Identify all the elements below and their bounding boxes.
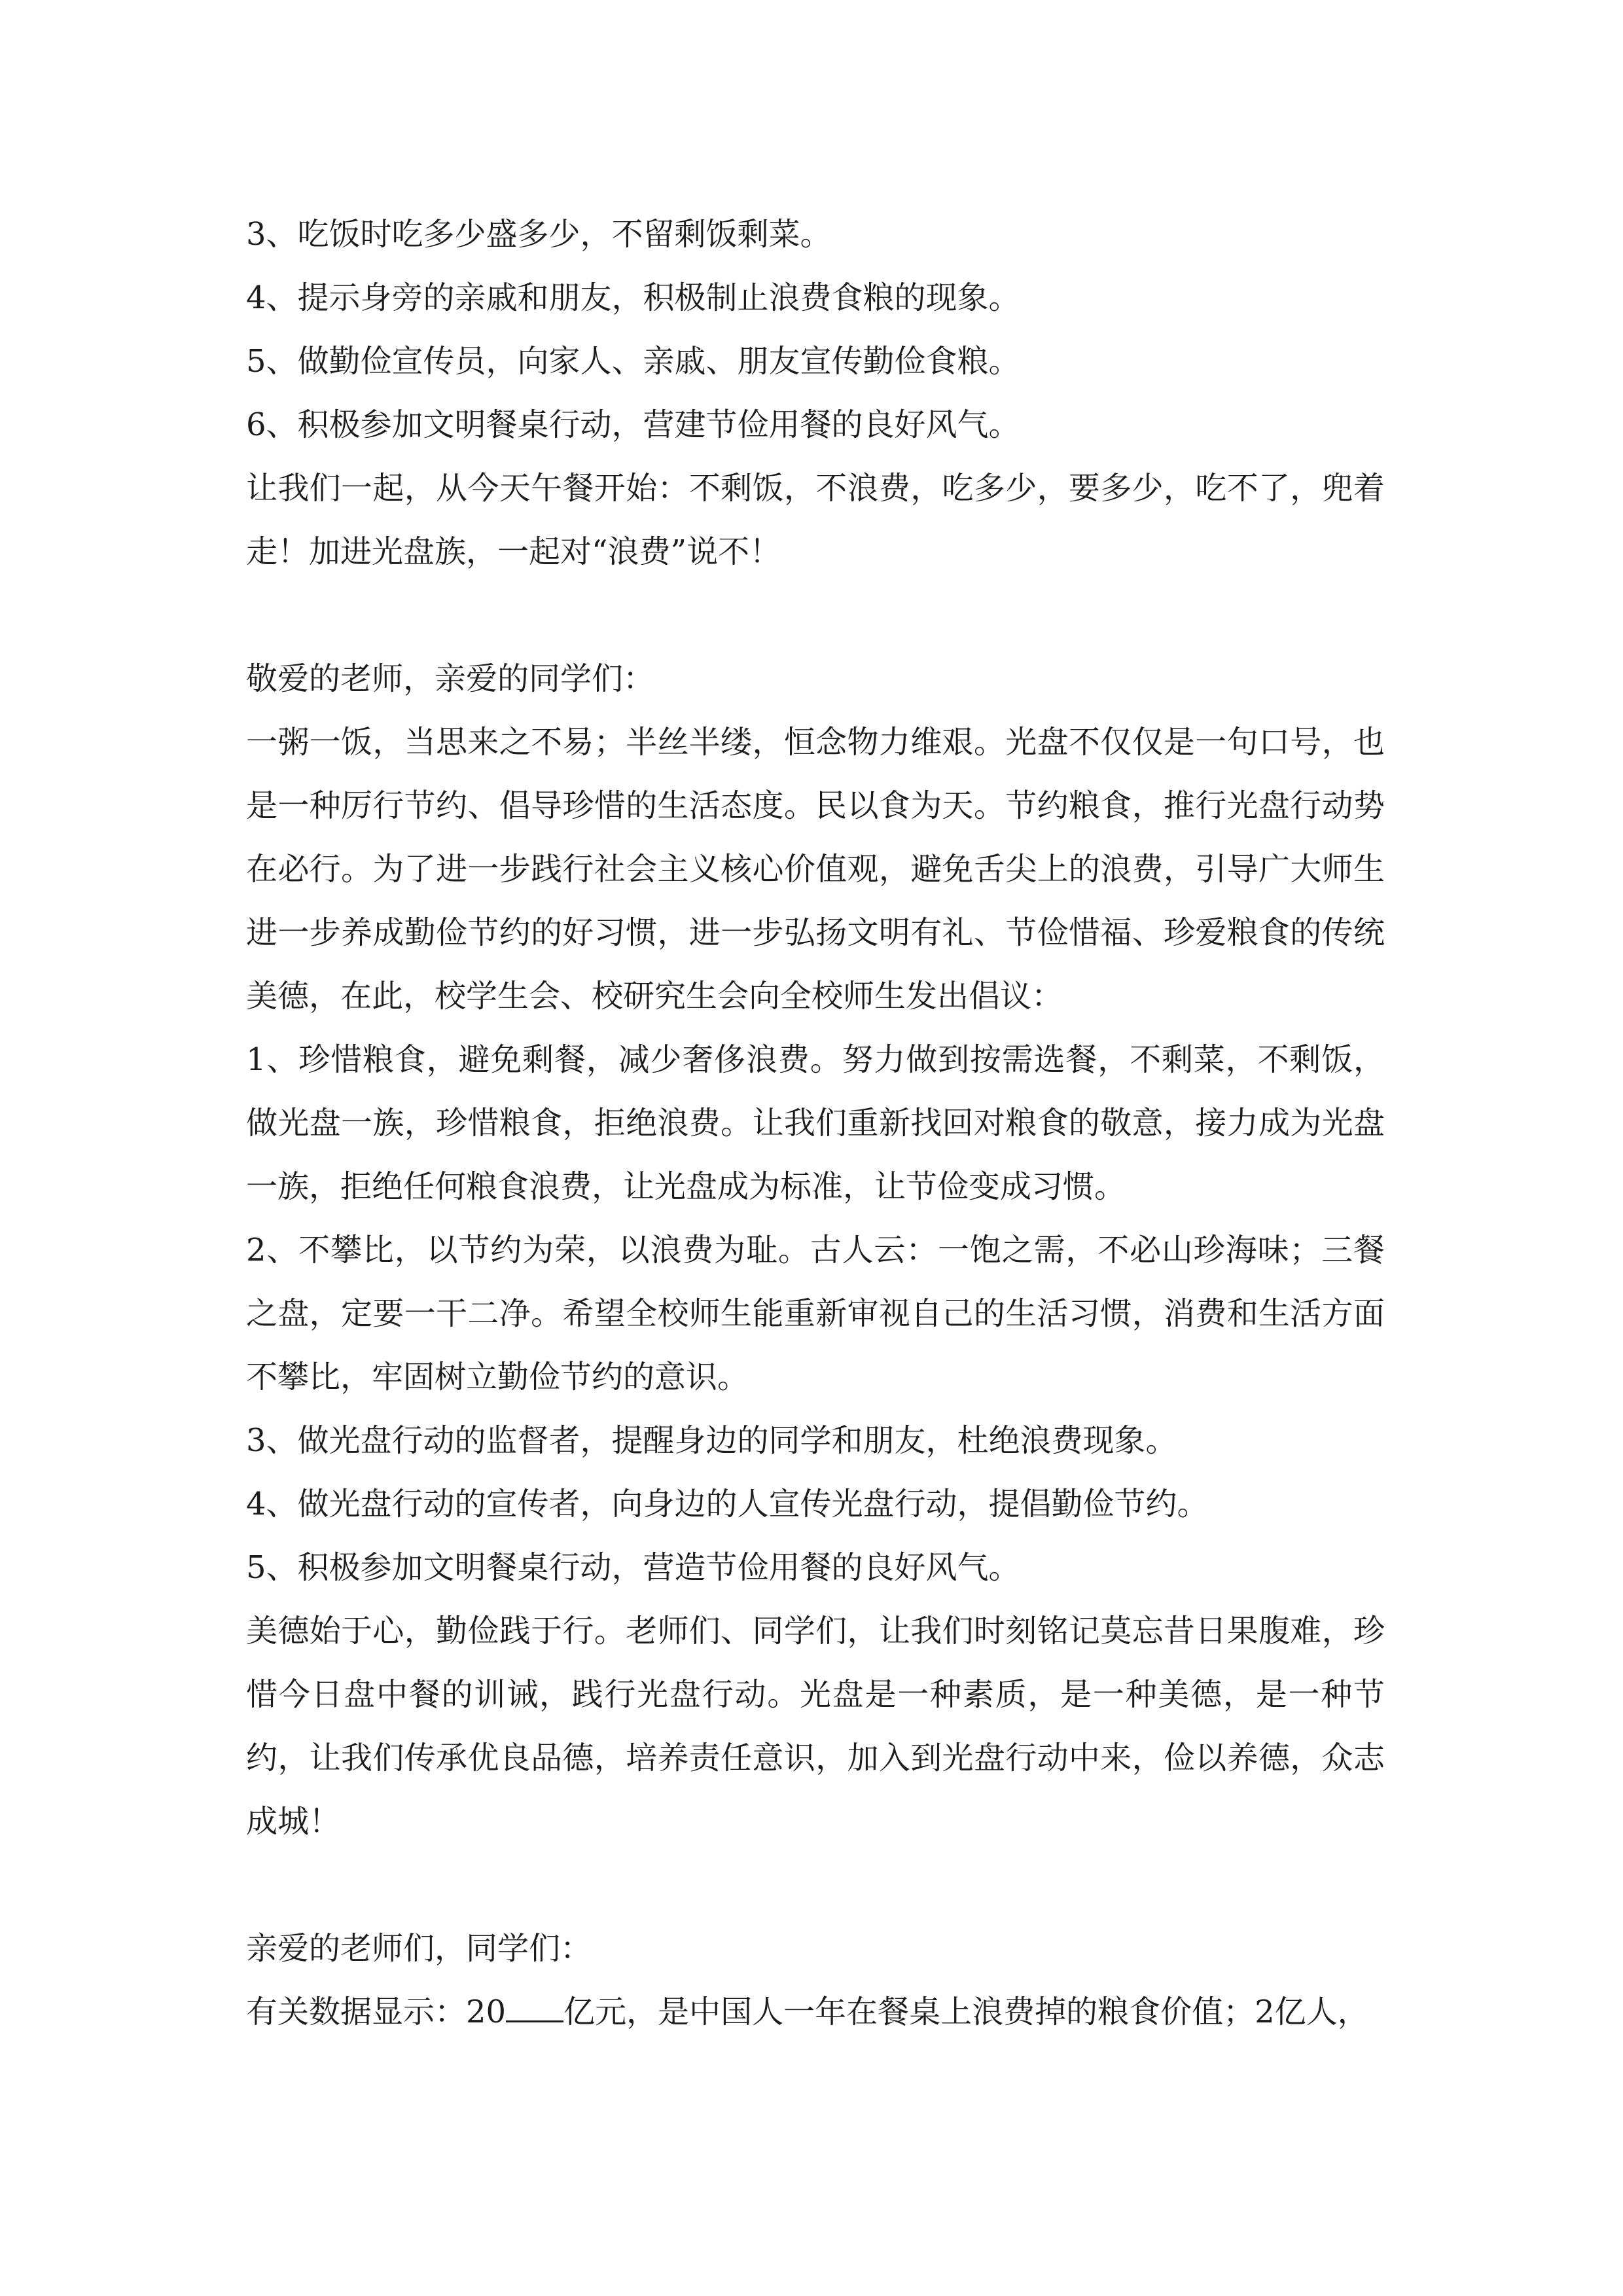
section1-closing: 让我们一起，从今天午餐开始：不剩饭，不浪费，吃多少，要多少，吃不了，兜着走！加进光盘族，一起对“浪费”说不！ (246, 470, 1385, 570)
section1-item-5: 5、做勤俭宣传员，向家人、亲戚、朋友宣传勤俭食粮。 (246, 343, 1020, 380)
section2-closing: 美德始于心，勤俭践于行。老师们、同学们，让我们时刻铭记莫忘昔日果腹难，珍惜今日盘中餐的训诫，践行光盘行动。光盘是一种素质，是一种美德，是一种节约，让我们传承优良品德，培养责任意识，加入到光盘行动中来，俭以养德，众志成城！ (246, 1613, 1385, 1840)
section2-item-5: 5、积极参加文明餐桌行动，营造节俭用餐的良好风气。 (246, 1549, 1020, 1586)
section2-intro: 一粥一饭，当思来之不易；半丝半缕，恒念物力维艰。光盘不仅仅是一句口号，也是一种厉行节约、倡导珍惜的生活态度。民以食为天。节约粮食，推行光盘行动势在必行。为了进一步践行社会主义核心价值观，避免舌尖上的浪费，引导广大师生进一步养成勤俭节约的好习惯，进一步弘扬文明有礼、节俭惜福、珍爱粮食的传统美德，在此，校学生会、校研究生会向全校师生发出倡议： (246, 724, 1385, 1014)
document-body (246, 203, 1385, 2044)
section3-greeting: 亲爱的老师们，同学们： (246, 1930, 592, 1967)
section1-item-6: 6、积极参加文明餐桌行动，营建节俭用餐的良好风气。 (246, 406, 1020, 443)
section2-item-2: 2、不攀比，以节约为荣，以浪费为耻。古人云：一饱之需，不必山珍海味；三餐之盘，定要一干二净。希望全校师生能重新审视自己的生活习惯，消费和生活方面不攀比，牢固树立勤俭节约的意识。 (246, 1232, 1385, 1395)
fill-in-blank (506, 2020, 563, 2022)
section2-item-1: 1、珍惜粮食，避免剩餐，减少奢侈浪费。努力做到按需选餐，不剩菜，不剩饭，做光盘一族，珍惜粮食，拒绝浪费。让我们重新找回对粮食的敬意，接力成为光盘一族，拒绝任何粮食浪费，让光盘成为标准，让节俭变成习惯。 (246, 1041, 1385, 1205)
data-prefix: 有关数据显示：20 (246, 1994, 507, 2030)
data-suffix: 亿元，是中国人一年在餐桌上浪费掉的粮食价值；2亿人， (563, 1994, 1369, 2030)
section2-item-4: 4、做光盘行动的宣传者，向身边的人宣传光盘行动，提倡勤俭节约。 (246, 1486, 1209, 1522)
section-gap (246, 584, 1385, 647)
section2-item-3: 3、做光盘行动的监督者，提醒身边的同学和朋友，杜绝浪费现象。 (246, 1422, 1177, 1459)
section1-item-4: 4、提示身旁的亲戚和朋友，积极制止浪费食粮的现象。 (246, 279, 1020, 316)
section-gap (246, 1854, 1385, 1917)
section3-data-line (246, 1981, 1385, 2044)
section1-item-3: 3、吃饭时吃多少盛多少，不留剩饭剩菜。 (246, 216, 832, 253)
section2-greeting: 敬爱的老师，亲爱的同学们： (246, 660, 655, 697)
